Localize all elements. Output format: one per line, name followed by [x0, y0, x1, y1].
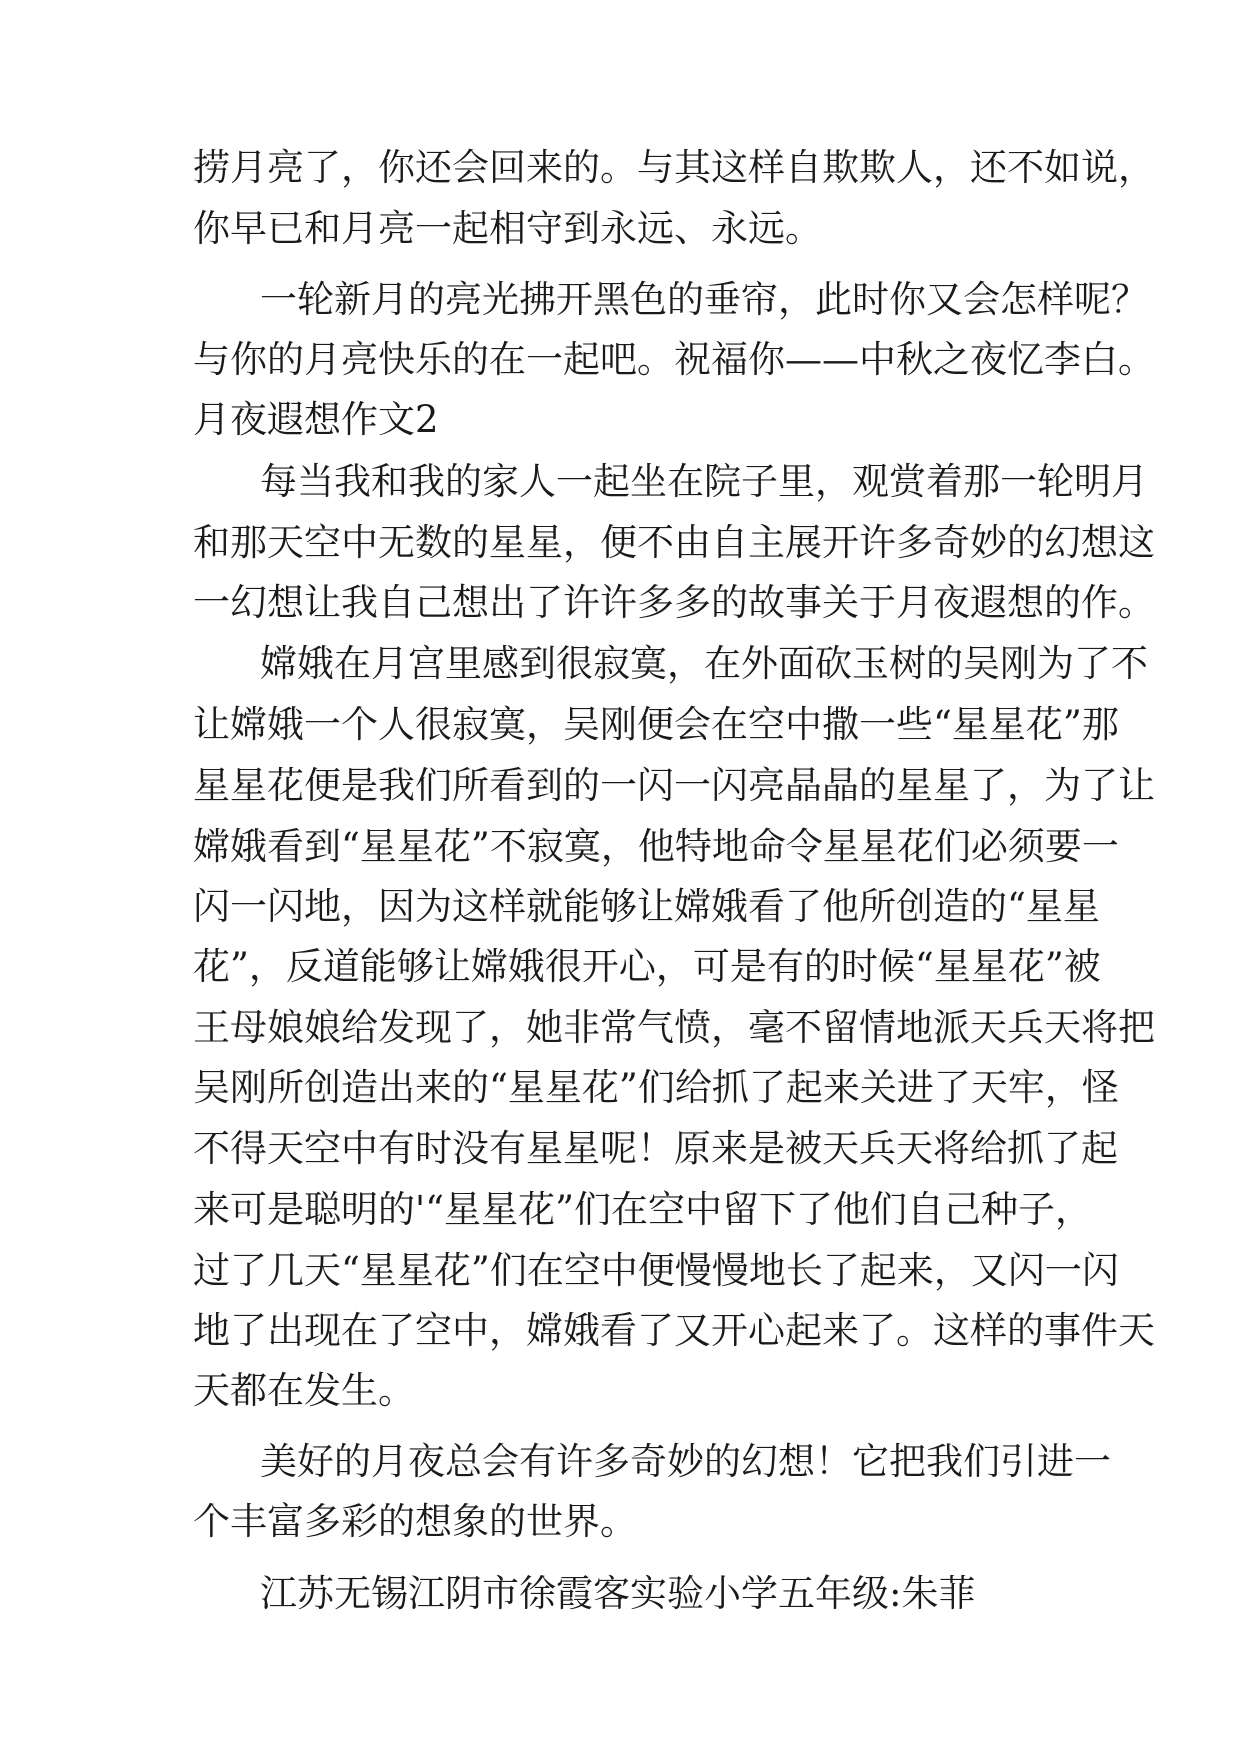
text-line: 来可是聪明的'“星星花”们在空中留下了他们自己种子，	[193, 1188, 1093, 1231]
text-line: 星星花便是我们所看到的一闪一闪亮晶晶的星星了，为了让	[193, 764, 1155, 807]
author-line: 江苏无锡江阴市徐霞客实验小学五年级:朱菲	[260, 1572, 976, 1615]
text-line: 美好的月夜总会有许多奇妙的幻想！它把我们引进一	[260, 1440, 1111, 1483]
text-line: 你早已和月亮一起相守到永远、永远。	[193, 207, 822, 250]
text-line: 嫦娥看到“星星花”不寂寞，他特地命令星星花们必须要一	[193, 825, 1119, 868]
text-line: 嫦娥在月宫里感到很寂寞，在外面砍玉树的吴刚为了不	[260, 642, 1148, 685]
text-line: 地了出现在了空中，嫦娥看了又开心起来了。这样的事件天	[193, 1309, 1155, 1352]
text-line: 过了几天“星星花”们在空中便慢慢地长了起来，又闪一闪	[193, 1249, 1119, 1292]
text-line: 每当我和我的家人一起坐在院子里，观赏着那一轮明月	[260, 460, 1148, 503]
text-line: 不得天空中有时没有星星呢！原来是被天兵天将给抓了起	[193, 1127, 1118, 1170]
text-line: 个丰富多彩的想象的世界。	[193, 1500, 637, 1543]
text-line: 闪一闪地，因为这样就能够让嫦娥看了他所创造的“星星	[193, 885, 1100, 928]
text-line: 王母娘娘给发现了，她非常气愤，毫不留情地派天兵天将把	[193, 1006, 1155, 1049]
text-line: 天都在发生。	[193, 1369, 415, 1412]
text-line: 一轮新月的亮光拂开黑色的垂帘，此时你又会怎样呢？	[260, 278, 1148, 321]
section-title: 月夜遐想作文2	[193, 398, 439, 441]
text-line: 花”，反道能够让嫦娥很开心，可是有的时候“星星花”被	[193, 945, 1101, 988]
text-line: 吴刚所创造出来的“星星花”们给抓了起来关进了天牢，怪	[193, 1066, 1119, 1109]
text-line: 让嫦娥一个人很寂寞，吴刚便会在空中撒一些“星星花”那	[193, 703, 1119, 746]
text-line: 与你的月亮快乐的在一起吧。祝福你——中秋之夜忆李白。	[193, 338, 1155, 381]
text-line: 和那天空中无数的星星，便不由自主展开许多奇妙的幻想这	[193, 521, 1155, 564]
text-line: 一幻想让我自己想出了许许多多的故事关于月夜遐想的作。	[193, 581, 1155, 624]
text-line: 捞月亮了，你还会回来的。与其这样自欺欺人，还不如说，	[193, 146, 1155, 189]
